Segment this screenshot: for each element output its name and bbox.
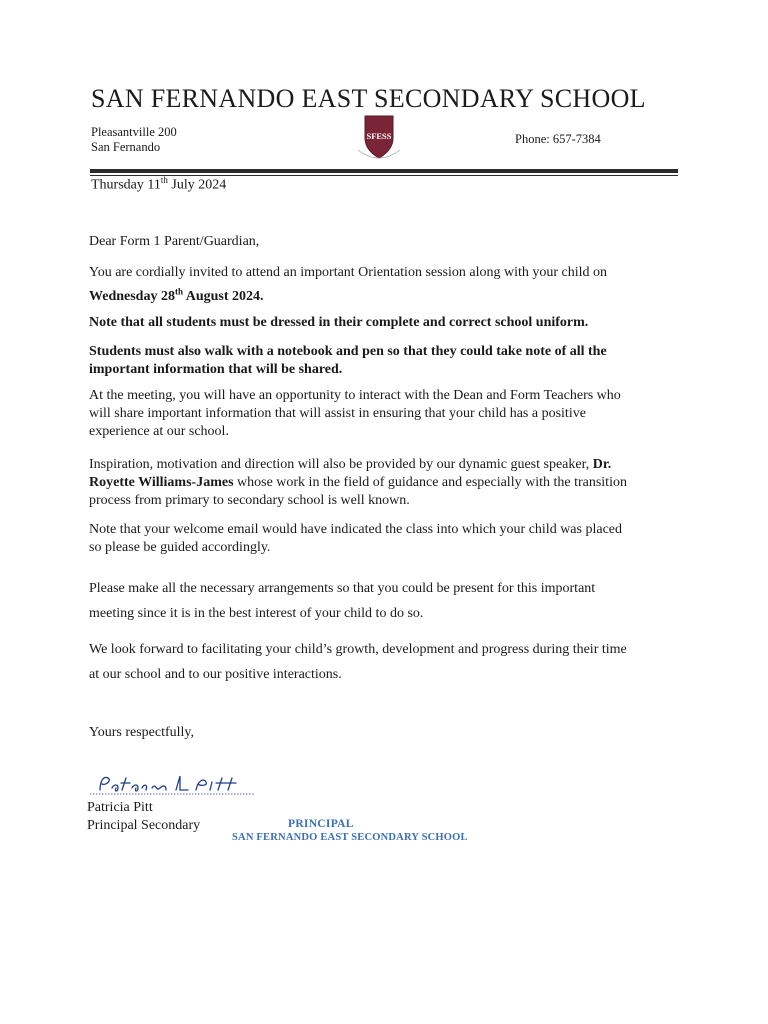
school-crest-icon <box>352 112 406 164</box>
salutation: Dear Form 1 Parent/Guardian, <box>89 234 260 249</box>
paragraph-guest-speaker <box>89 456 634 510</box>
paragraph-arrangements: Please make all the necessary arrangements so that you could be present for this important meeting since it is in the best interest of your child to do so. <box>89 581 596 621</box>
school-phone: Phone: 657-7384 <box>515 132 601 146</box>
paragraph-notebook: Students must also walk with a notebook and pen so that they could take note of all the important information that will be shared. <box>89 344 607 377</box>
orientation-date <box>89 286 264 304</box>
date-ordinal: th <box>160 175 168 185</box>
paragraph-uniform: Note that all students must be dressed in their complete and correct school uniform. <box>89 315 589 330</box>
closing-phrase: Yours respectfully, <box>89 725 194 740</box>
letter-date <box>91 175 226 194</box>
signatory <box>87 799 200 835</box>
speaker-name: Dr. Royette Williams-James <box>89 457 612 490</box>
header-divider <box>90 169 678 173</box>
speaker-intro: Inspiration, motivation and direction will also be provided by our dynamic guest speaker, <box>89 457 593 472</box>
stamp-title: PRINCIPAL <box>288 818 354 830</box>
address-line-2: San Fernando <box>91 140 161 154</box>
signatory-title: Principal Secondary <box>87 818 201 833</box>
invitation-text: You are cordially invited to attend an important Orientation session along with your child on <box>89 265 608 280</box>
speaker-details: whose work in the field of guidance and especially with the transition process from primary to secondary school is well known. <box>89 475 627 508</box>
crest-text: SFESS <box>366 131 392 141</box>
school-address <box>91 125 177 155</box>
paragraph-closing-remarks: We look forward to facilitating your child’s growth, development and progress during their time at our school and to our positive interactions. <box>89 642 627 682</box>
paragraph-welcome-email: Note that your welcome email would have indicated the class into which your child was placed so please be guided accordingly. <box>89 522 623 555</box>
paragraph-meeting: At the meeting, you will have an opportunity to interact with the Dean and Form Teachers who will share important information that will assist in ensuring that your child has a positive experience at our school. <box>89 388 621 439</box>
orientation-date-rest: August 2024. <box>182 288 264 304</box>
orientation-date-ordinal: th <box>174 286 183 296</box>
date-day: Thursday 11 <box>91 177 161 193</box>
date-month-year: July 2024 <box>167 177 227 193</box>
stamp-school-name: SAN FERNANDO EAST SECONDARY SCHOOL <box>232 832 468 843</box>
paragraph-invitation <box>89 264 634 306</box>
school-name-heading: SAN FERNANDO EAST SECONDARY SCHOOL <box>91 84 646 113</box>
orientation-date-day: Wednesday 28 <box>89 288 175 304</box>
signatory-name: Patricia Pitt <box>87 800 153 815</box>
address-line-1: Pleasantville 200 <box>91 125 177 139</box>
signature-image <box>86 770 266 798</box>
